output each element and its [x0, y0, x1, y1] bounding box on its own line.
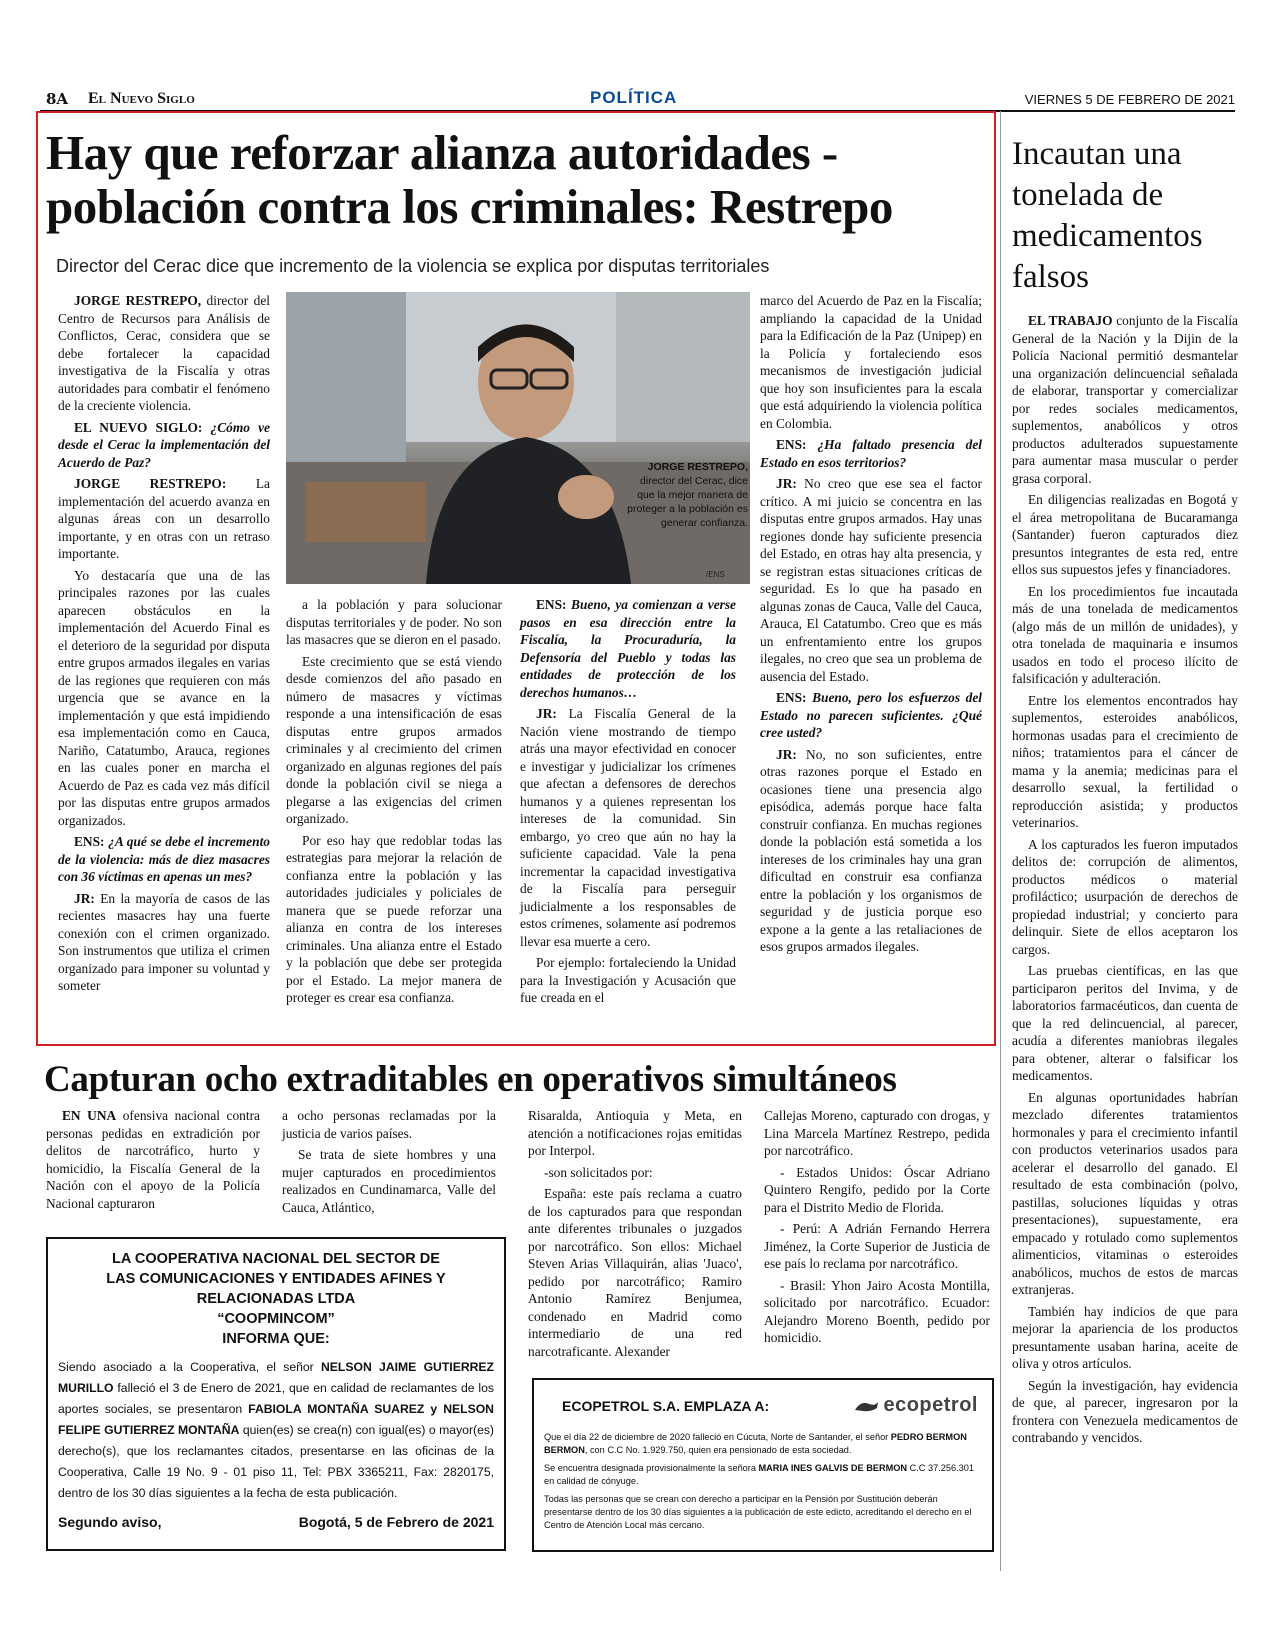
paragraph: [1012, 583, 1238, 688]
paragraph: [286, 653, 502, 828]
paragraph-lead: JR:: [536, 706, 557, 721]
side-article-body: [1012, 312, 1238, 1451]
masthead: El Nuevo Siglo: [88, 90, 195, 107]
notice-title-1: LA COOPERATIVA NACIONAL DEL SECTOR DE: [112, 1251, 440, 1267]
main-subtitle: Director del Cerac dice que incremento de la violencia se explica por disputas territoriales: [56, 256, 770, 276]
paragraph-text: En los procedimientos fue incautada más de una tonelada de medicamentos (algo más de un millón de unidades), y otra tonelada de maquinaria e insumos usados en todo el proceso ilícito de falsificación y adulteración.: [1012, 583, 1238, 686]
paragraph-lead: ENS:: [776, 690, 807, 705]
paragraph-text: - Perú: A Adrián Fernando Herrera Jiménez, la Corte Superior de Justicia de ese país lo reclama por narcotráfico.: [764, 1221, 990, 1271]
paragraph-text: Por eso hay que redoblar todas las estrategias para mejorar la relación de confianza entre la población y las autoridades judiciales y policiales de manera que se puede reforzar una alianza en contra de los intereses criminales. Una alianza entre el Estado y la población que debe ser protegida por el Estado. La mejor manera de proteger es crear esa confianza.: [286, 832, 502, 1005]
main-headline-line2: población contra los criminales: Restrepo: [46, 179, 893, 234]
interview-question: Bueno, ya comienzan a verse pasos en esa dirección entre la Fiscalía, la Procuraduría, la Defensoría del Pueblo y todas las entidades de protección de los derechos humanos…: [520, 597, 736, 700]
notice-name-2: FABIOLA MONTAÑA SUAREZ y NELSON FELIPE GUTIERREZ MONTAÑA: [58, 1402, 494, 1437]
paragraph: [1012, 692, 1238, 832]
second-headline: Capturan ocho extraditables en operativos simultáneos: [44, 1059, 897, 1100]
eco-p1-name: PEDRO BERMON BERMON: [544, 1432, 967, 1456]
paragraph-lead: ENS:: [536, 597, 567, 612]
paragraph-text: a ocho personas reclamadas por la justicia de varios países.: [282, 1108, 496, 1141]
paragraph: [46, 1107, 260, 1212]
paragraph-text: No creo que ese sea el factor crítico. A mi juicio se concentra en las disputas entre grupos armados. Hay unas regiones donde hay suficiente presencia del Estado, en otras hay alta presencia, y se registran estas situaciones críticas de seguridad. Es lo que ha pasado en algunas zonas de Cauca, Valle del Cauca, Arauca, El Catatumbo. Creo que es más un enfrentamiento entre los grupos ilegales, no creo que sea un problema de ausencia del Estado.: [760, 476, 982, 684]
paragraph-text: Risaralda, Antioquia y Meta, en atención a notificaciones rojas emitidas por Interpol.: [528, 1108, 742, 1158]
paragraph-text: - Brasil: Yhon Jairo Acosta Montilla, solicitado por narcotráfico. Ecuador: Alejandro Moreno Boenth, pedido por homicidio.: [764, 1277, 990, 1345]
ecopetrol-notice: [532, 1378, 994, 1552]
paragraph-text: España: este país reclama a cuatro de los capturados para que respondan ante diferentes tribunales o juzgados por narcotráfico. Son ellos: Michael Steven Arias Villaquirán, alias 'Juaco', pedido por narcotráfico; Ramiro Antonio Ramírez Benjumea, condenado en Madrid como intermediario de una red narcotraficante. Alexander: [528, 1186, 742, 1359]
caption-name: JORGE RESTREPO,: [647, 461, 748, 473]
paragraph-text: A los capturados les fueron imputados delitos de: corrupción de alimentos, productos médicos o material profiláctico; usurpación de derechos de propiedad industrial; y concierto para delinquir. Siete de ellos aceptaron los cargos.: [1012, 836, 1238, 957]
paragraph-text: marco del Acuerdo de Paz en la Fiscalía; ampliando la capacidad de la Unidad para la Edificación de la Paz (Unipep) en la Policía y fortaleciendo esos mecanismos de investigación judicial que hoy son insuficientes para la escala que está adquiriendo la violencia política en Colombia.: [760, 293, 982, 431]
paragraph-text: Yo destacaría que una de las principales razones por las cuales aparecen obstáculos en la implementación del Acuerdo Final es el deterioro de la seguridad por disputa entre grupos armados ilegales en varias de las regiones que requieren con más urgencia que se avance en la implementación y que está impidiendo esa implementación como en Cauca, Nariño, Catatumbo, Arauca, regiones en las cuales poner en marcha el Acuerdo de Paz es cada vez más difícil por las disputas entre grupos armados organizados.: [58, 567, 270, 828]
paragraph: [58, 419, 270, 472]
paragraph: [520, 705, 736, 950]
paragraph-text: No, no son suficientes, entre otras razones porque el Estado en ocasiones tiene una presencia algo episódica, además porque hace falta construir confianza. En muchas regiones donde la población está sometida a los intereses de los criminales hay una gran dificultad en construir esa confianza entre la población y los organismos de seguridad y de justicia porque eso expone a la gente a las retaliaciones de esos grupos armados ilegales.: [760, 746, 982, 954]
paragraph-text: Este crecimiento que se está viendo desde comienzos del año pasado en número de masacres y víctimas responde a una intensificación de esas disputas entre grupos armados criminales y al crecimiento del crimen organizado en algunas regiones del país donde la población civil se niega a plegarse a las exigencias del crimen organizado.: [286, 653, 502, 826]
paragraph-lead: JORGE RESTREPO:: [74, 476, 227, 491]
iguana-icon: [853, 1396, 879, 1416]
side-headline: Incautan una tonelada de medicamentos falsos: [1012, 136, 1203, 295]
second-column-1: [46, 1107, 260, 1216]
second-column-3: [528, 1107, 742, 1364]
paragraph-text: La Fiscalía General de la Nación viene mostrando de tiempo atrás una mayor efectividad en conocer e investigar y judicializar los crímenes que afectan a defensores de derechos humanos y a quienes representan los intereses de la comunidad. Sin embargo, yo creo que aún no hay la suficiente capacidad. Vale la pena incrementar la capacidad investigativa de la Fiscalía para perseguir judicialmente a los responsables de estos crímenes, solamente así podremos llevar esa muerte a cero.: [520, 706, 736, 949]
paragraph: [282, 1146, 496, 1216]
interview-question: ¿Cómo ve desde el Cerac la implementación del Acuerdo de Paz?: [58, 419, 270, 470]
photo-credit: /ENS: [706, 570, 725, 579]
paragraph: [58, 475, 270, 563]
paragraph: [528, 1107, 742, 1160]
paragraph: [764, 1164, 990, 1217]
paragraph-text: La implementación del acuerdo avanza en algunas áreas con un desarrollo importante, y en otras con un retraso importante.: [58, 476, 270, 561]
paragraph-lead: JR:: [74, 890, 95, 906]
interview-question: Bueno, pero los esfuerzos del Estado no parecen suficientes. ¿Qué cree usted?: [760, 690, 982, 740]
paragraph-text: a la población y para solucionar disputas territoriales y de poder. No son las masacres que se dieron en el pasado.: [286, 597, 502, 647]
paragraph: [760, 292, 982, 432]
ecopetrol-logo-text: ecopetrol: [883, 1394, 978, 1416]
paragraph: [58, 292, 270, 415]
main-column-4: [760, 292, 982, 960]
paragraph: [764, 1220, 990, 1273]
paragraph: [1012, 312, 1238, 487]
portrait-photo: [286, 292, 750, 584]
interview-question: ¿A qué se debe el incremento de la violencia: más de diez masacres con 36 víctimas en apenas un mes?: [58, 834, 270, 884]
paragraph-lead: ENS:: [776, 437, 807, 452]
paragraph-text: - Estados Unidos: Óscar Adriano Quintero Rengifo, pedido por la Corte para el Distrito Medio de Florida.: [764, 1164, 990, 1215]
interview-question: ¿Ha faltado presencia del Estado en esos territorios?: [760, 437, 982, 470]
notice-title-5: INFORMA QUE:: [222, 1331, 330, 1347]
paragraph-text: Según la investigación, hay evidencia de que, al parecer, ingresaron por la frontera con Venezuela medicamentos de contrabando y vencidos.: [1012, 1377, 1238, 1445]
notice-title-4: “COOPMINCOM”: [217, 1311, 335, 1327]
photo-caption: [620, 460, 748, 530]
main-column-2: [286, 596, 502, 1011]
paragraph-text: -son solicitados por:: [544, 1164, 653, 1180]
main-headline-line1: Hay que reforzar alianza autoridades -: [46, 125, 838, 180]
paragraph: [1012, 1303, 1238, 1373]
eco-p1-b: , con C.C No. 1.929.750, quien era pensionado de esta sociedad.: [584, 1445, 852, 1456]
paragraph-text: Se trata de siete hombres y una mujer capturados en procedimientos realizados en Cundinamarca, Valle del Cauca, Atlántico,: [282, 1147, 496, 1215]
eco-p2-name: MARIA INES GALVIS DE BERMON: [758, 1462, 908, 1473]
paragraph-text: director del Centro de Recursos para Análisis de Conflictos, Cerac, considera que se debe fortalecer la capacidad investigativa de la Fiscalía y otras autoridades para combatir el fenómeno de la creciente violencia.: [58, 293, 270, 413]
notice-body-a: Siendo asociado a la Cooperativa, el señor: [58, 1360, 321, 1374]
paragraph: [58, 567, 270, 830]
eco-p2-b: C.C 37.256.301 en calidad de cónyuge.: [544, 1462, 974, 1487]
eco-p1-a: Que el día 22 de diciembre de 2020 falleció en Cúcuta, Norte de Santander, el señor: [544, 1432, 891, 1442]
column-divider: [1000, 111, 1001, 1571]
paragraph-lead: JR:: [776, 476, 797, 491]
ecopetrol-p2: [534, 1462, 992, 1489]
paragraph-lead: EN UNA: [62, 1108, 117, 1123]
paragraph-lead: JORGE RESTREPO,: [74, 293, 202, 308]
notice-footer-left: Segundo aviso,: [58, 1514, 162, 1530]
notice-footer-right: Bogotá, 5 de Febrero de 2021: [298, 1514, 494, 1530]
portrait-illustration: [286, 292, 750, 584]
caption-text: director del Cerac, dice que la mejor manera de proteger a la población es generar confianza.: [627, 475, 748, 529]
notice-title-3: RELACIONADAS LTDA: [196, 1291, 356, 1307]
paragraph: [760, 746, 982, 956]
paragraph: [760, 475, 982, 685]
coopmincom-notice: [46, 1237, 506, 1551]
paragraph-text: Callejas Moreno, capturado con drogas, y Lina Marcela Martínez Restrepo, pedida por narcotráfico.: [764, 1108, 990, 1158]
main-column-1: [58, 292, 270, 999]
paragraph-text: También hay indicios de que para mejorar la apariencia de los productos presuntamente usaban harina, aceite de oliva y otros artículos.: [1012, 1303, 1238, 1371]
main-column-3: [520, 596, 736, 1011]
issue-date: VIERNES 5 DE FEBRERO DE 2021: [1024, 92, 1235, 107]
paragraph: [58, 833, 270, 886]
page-number: 8A: [46, 90, 69, 108]
paragraph: [764, 1107, 990, 1160]
paragraph-text: Entre los elementos encontrados hay suplementos, esteroides anabólicos, hormonas usadas para el crecimiento de niños; tratamientos para el cáncer de mama y la anemia; medicinas para el desarrollo sexual, la fertilidad o reproducción asistida; y productos veterinarios.: [1012, 692, 1238, 830]
paragraph: [286, 596, 502, 649]
paragraph-text: En diligencias realizadas en Bogotá y el área metropolitana de Bucaramanga (Santander) fueron capturados diez presuntos integrantes de esta red, entre ellos sus supuestos jefes y financiadores.: [1012, 492, 1238, 577]
paragraph-lead: EL TRABAJO: [1028, 313, 1113, 328]
ecopetrol-p3: Todas las personas que se crean con derecho a participar en la Pensión por Sustitución deberán presentarse dentro de los 30 días siguientes a la publicación de este edicto, acreditando el derecho en el Centro de Atención Local más cercano.: [544, 1493, 972, 1531]
notice-title-2: LAS COMUNICACIONES Y ENTIDADES AFINES Y: [106, 1271, 446, 1287]
paragraph-text: conjunto de la Fiscalía General de la Nación y la Dijin de la Policía Nacional permitió desmantelar una organización delincuencial señalada de elaborar, transportar y comercializar por redes sociales medicamentos, suplementos, anabólicos y otros productos adulterados supuestamente para aumentar masa muscular o perder grasa corporal.: [1012, 313, 1238, 486]
ecopetrol-logo: [853, 1394, 978, 1417]
paragraph-text: En algunas oportunidades habrían mezclado diferentes tratamientos hormonales y para el crecimiento infantil con productos veterinarios usados para acelerar el desarrollo del ganado. El resultado de esta combinación (polvo, pastillas, soluciones líquidas y otras presentaciones), supuestamente, era empacado y rotulado como suplementos alimenticios, vitaminas o esteroides anabólicos, muchos de estos de marcas extranjeras.: [1012, 1089, 1238, 1297]
notice-footer: [48, 1514, 504, 1530]
paragraph: [58, 890, 270, 995]
paragraph-text: En la mayoría de casos de las recientes masacres hay una fuerte conexión con el crimen organizado. Son instrumentos que utiliza el crimen organizado para imponer su voluntad y someter: [58, 890, 270, 993]
paragraph: [1012, 491, 1238, 579]
ecopetrol-p1: [534, 1431, 992, 1458]
section-label: POLÍTICA: [590, 88, 678, 107]
paragraph: [520, 596, 736, 701]
paragraph-lead: EL NUEVO SIGLO:: [74, 419, 203, 435]
paragraph: [760, 689, 982, 742]
paragraph: [1012, 1089, 1238, 1299]
eco-p2-a: Se encuentra designada provisionalmente la señora: [544, 1462, 759, 1473]
notice-name-1: NELSON JAIME GUTIERREZ MURILLO: [58, 1360, 494, 1395]
paragraph: [1012, 836, 1238, 959]
main-headline: [46, 126, 994, 234]
ecopetrol-title: ECOPETROL S.A. EMPLAZA A:: [562, 1397, 770, 1414]
paragraph-lead: ENS:: [74, 834, 105, 849]
paragraph: [1012, 962, 1238, 1085]
paragraph-lead: JR:: [776, 746, 797, 762]
paragraph: [528, 1164, 742, 1182]
paragraph: [282, 1107, 496, 1142]
paragraph: [286, 832, 502, 1007]
second-column-2: [282, 1107, 496, 1220]
notice-body: [48, 1357, 504, 1504]
paragraph: [1012, 1377, 1238, 1447]
paragraph: [760, 436, 982, 471]
second-column-4: [764, 1107, 990, 1351]
notice-body-b: falleció el 3 de Enero de 2021, que en calidad de reclamantes de los aportes sociales, se presentaron: [58, 1381, 494, 1416]
paragraph-text: ofensiva nacional contra personas pedidas en extradición por delitos de narcotráfico, hurto y homicidio, la Fiscalía General de la Nación con el apoyo de la Policía Nacional capturaron: [46, 1108, 260, 1211]
paragraph: [520, 954, 736, 1007]
paragraph: [764, 1277, 990, 1347]
paragraph-text: Las pruebas científicas, en las que participaron peritos del Invima, y de laboratorios farmacéuticos, dan cuenta de que la red delincuencial, al parecer, acudía a diferentes maniobras ilegales para obtener, alterar o falsificar los medicamentos.: [1012, 963, 1238, 1083]
paragraph: [528, 1185, 742, 1360]
paragraph-text: Por ejemplo: fortaleciendo la Unidad para la Investigación y Acusación que fue creada en el: [520, 955, 736, 1005]
notice-body-c: quien(es) se crea(n) con igual(es) o mayor(es) derecho(s), que los reclamantes citados, presentarse en las oficinas de la Cooperativa, Calle 19 No. 9 - 01 piso 11, Tel: PBX 3365211, Fax: 2820175, dentro de los 30 días siguientes a la fecha de esta publicación.: [58, 1423, 494, 1500]
